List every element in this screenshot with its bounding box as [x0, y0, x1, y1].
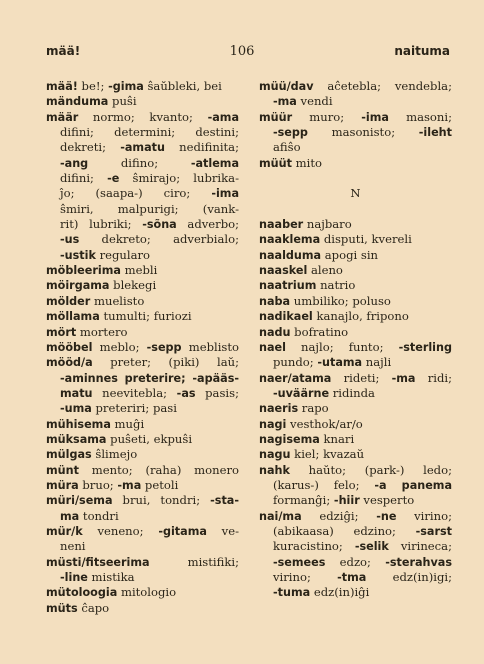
headword: nael: [259, 340, 286, 354]
definition-text: knari: [319, 431, 355, 446]
entry-line: [46, 202, 239, 217]
headword: -sterling: [398, 340, 452, 354]
headword: müü/dav: [259, 80, 314, 93]
definition-text: virino;: [273, 570, 338, 584]
definition-text: meblisto: [181, 339, 239, 354]
entry-line: [259, 447, 452, 462]
definition-text: ĉapo: [77, 600, 110, 615]
entry-line: [46, 447, 239, 462]
headword: mölder: [46, 294, 91, 308]
entry-line: [46, 570, 239, 585]
entry-line: [46, 371, 239, 386]
headword: -sarst: [415, 524, 452, 538]
headword: -sõna: [142, 218, 177, 232]
headword: -atlema: [190, 156, 239, 170]
definition-text: rit) lubriki;: [60, 217, 143, 232]
headword: ma: [60, 509, 80, 523]
definition-text: brui, tondri;: [112, 493, 211, 508]
entry-line: [259, 156, 452, 171]
definition-text: difini; determini; destini;: [60, 125, 239, 140]
headword: müri/sema: [46, 494, 113, 508]
entry-line: [259, 217, 452, 232]
definition-text: kanajlo, fripono: [312, 309, 409, 324]
definition-text: mortero: [76, 324, 128, 339]
headword: -sterahvas: [385, 555, 452, 569]
entry-line: [46, 463, 239, 478]
definition-text: kuracistino;: [273, 539, 355, 554]
entry-line: [259, 570, 452, 585]
headword: nagi: [259, 417, 287, 431]
headword: mühisema: [46, 417, 111, 431]
entry-line: [259, 478, 452, 493]
definition-text: muro;: [292, 109, 362, 124]
entry-line: [46, 585, 239, 600]
entry-line: [46, 263, 239, 278]
headword: naaskel: [259, 264, 308, 278]
definition-text: rideti;: [331, 370, 392, 385]
definition-text: haŭto; (park-) ledo;: [289, 462, 452, 477]
right-column: [259, 79, 452, 601]
definition-text: ŝmirajo; lubrika-: [119, 171, 239, 186]
headword: naba: [259, 294, 291, 308]
headword: möbleerima: [46, 264, 121, 278]
entry-line: [46, 294, 239, 309]
definition-text: najlo; funto;: [285, 339, 399, 354]
headword: -uma: [60, 402, 92, 416]
definition-text: neni: [60, 539, 86, 554]
headword: naeris: [259, 402, 299, 416]
entry-line: [259, 493, 452, 508]
definition-text: ŝaŭbleki, bei: [143, 79, 222, 93]
entry-line: [259, 555, 452, 570]
header-first-entry: mää!: [46, 44, 81, 58]
section-letter: N: [350, 186, 361, 201]
definition-text: disputi, kvereli: [320, 232, 412, 247]
header-last-entry: naituma: [394, 44, 450, 58]
definition-text: dekreto; adverbialo;: [79, 232, 239, 247]
entry-line: [259, 140, 452, 155]
definition-text: tondri: [79, 508, 119, 523]
headword: -ma: [391, 371, 416, 385]
definition-text: masoni;: [388, 109, 452, 124]
definition-text: virino;: [396, 508, 452, 523]
entry-line: [46, 539, 239, 554]
entry-line: [259, 463, 452, 478]
definition-text: formanĝi;: [273, 493, 334, 508]
definition-text: najli: [362, 355, 392, 370]
definition-text: bofratino: [290, 324, 349, 339]
definition-text: umbiliko; poluso: [290, 293, 391, 308]
headword: -selik: [354, 540, 389, 554]
headword: mütoloogia: [46, 586, 118, 600]
entry-line: [46, 232, 239, 247]
entry-line: [259, 278, 452, 293]
headword: naalduma: [259, 248, 322, 262]
headword: -e: [107, 172, 120, 186]
definition-text: afiŝo: [273, 140, 301, 155]
entry-line: [259, 110, 452, 125]
definition-text: neevitebla;: [92, 385, 177, 400]
definition-text: mebli: [120, 263, 158, 278]
spacer: [259, 171, 452, 186]
entry-line: [259, 401, 452, 416]
definition-text: normo; kvanto;: [78, 109, 208, 124]
entry-line: [46, 432, 239, 447]
headword: -amatu: [120, 141, 165, 155]
entry-line: [46, 94, 239, 109]
definition-text: preteriri; pasi: [91, 401, 177, 416]
definition-text: mento; (raha) monero: [78, 462, 239, 477]
entry-line: [259, 232, 452, 247]
spacer: [259, 202, 452, 217]
headword: mür/k: [46, 524, 83, 538]
headword: -ma: [117, 478, 142, 492]
entry-line: [259, 263, 452, 278]
entry-line: [46, 555, 239, 570]
definition-text: vesperto: [359, 493, 415, 508]
definition-text: ve-: [206, 523, 239, 538]
entry-line: [46, 493, 239, 508]
headword: -ama: [207, 110, 239, 124]
headword: -line: [60, 571, 88, 584]
definition-text: mito: [291, 155, 322, 170]
entry-line: [46, 125, 239, 140]
definition-text: petoli: [141, 477, 179, 492]
definition-text: preter; (piki) laŭ;: [92, 355, 239, 370]
entry-line: [259, 325, 452, 340]
definition-text: mistifiki;: [149, 554, 239, 569]
headword: matu: [60, 386, 93, 400]
headword: münt: [46, 463, 79, 477]
definition-text: dekreti;: [60, 140, 121, 155]
headword: -ustik: [60, 248, 96, 262]
definition-text: puŝi: [108, 94, 137, 109]
definition-text: nedifinita;: [164, 140, 239, 155]
definition-text: (abikaasa) edzino;: [273, 523, 416, 538]
headword: naer/atama: [259, 371, 332, 385]
entry-line: [46, 278, 239, 293]
headword: müts: [46, 601, 78, 615]
definition-text: vesthok/ar/o: [286, 416, 363, 431]
entry-line: [259, 509, 452, 524]
headword: nadu: [259, 325, 291, 339]
definition-text: apogi sin: [321, 247, 379, 262]
definition-text: pundo;: [273, 355, 318, 370]
entry-line: [259, 355, 452, 370]
headword: naaklema: [259, 233, 321, 247]
definition-text: puŝeti, ekpuŝi: [106, 431, 193, 446]
page-header: [0, 44, 484, 62]
entry-line: [259, 585, 452, 600]
entry-line: [259, 386, 452, 401]
headword: nagu: [259, 448, 291, 462]
headword: müsti/fitseerima: [46, 555, 150, 569]
headword: -tuma: [273, 586, 311, 600]
definition-text: be!;: [77, 79, 109, 93]
headword: nai/ma: [259, 509, 302, 523]
page-number: 106: [229, 44, 255, 59]
headword: möllama: [46, 310, 100, 324]
definition-text: ŝmiri, malpurigi; (vank-: [60, 201, 239, 216]
definition-text: aĉetebla; vendebla;: [313, 79, 452, 93]
headword: -sepp: [146, 340, 182, 354]
definition-text: ridinda: [329, 385, 375, 400]
entry-line: [259, 340, 452, 355]
definition-text: difino;: [88, 155, 191, 170]
definition-text: ĵo; (saapa-) ciro;: [60, 186, 212, 201]
entry-line: [46, 217, 239, 232]
entry-line: [259, 94, 452, 109]
left-column: [46, 79, 239, 616]
entry-line: [46, 309, 239, 324]
headword: mööbel: [46, 340, 93, 354]
headword: mää!: [46, 80, 78, 93]
entry-line: [46, 171, 239, 186]
definition-text: mistika: [87, 570, 135, 584]
entry-line: [46, 340, 239, 355]
definition-text: regularo: [95, 247, 151, 262]
entry-line: [46, 355, 239, 370]
entry-line: [46, 509, 239, 524]
definition-text: masonisto;: [307, 125, 419, 140]
definition-text: adverbo;: [176, 217, 239, 232]
headword: -sepp: [273, 126, 308, 140]
headword: -sta-: [210, 494, 239, 508]
headword: -aminnes preterire; -apääs-: [60, 371, 239, 385]
definition-text: (karus-) felo;: [273, 477, 375, 492]
definition-text: edz(in)iĝi: [310, 585, 370, 600]
entry-line: [46, 156, 239, 171]
entry-line: [46, 325, 239, 340]
headword: -ileht: [418, 126, 452, 140]
headword: -gitama: [158, 524, 207, 538]
entry-line: [259, 432, 452, 447]
definition-text: edzo;: [325, 554, 386, 569]
entry-line: [46, 401, 239, 416]
definition-text: aleno: [307, 263, 343, 278]
entry-line: [259, 248, 452, 263]
definition-text: mitologio: [117, 585, 177, 600]
entry-line: [46, 524, 239, 539]
headword: nagisema: [259, 432, 320, 446]
headword: -as: [176, 386, 196, 400]
headword: -ima: [361, 110, 389, 124]
headword: möirgama: [46, 279, 110, 293]
definition-text: rapo: [298, 401, 329, 416]
headword: nahk: [259, 463, 290, 477]
headword: -utama: [317, 356, 363, 370]
entry-line: [46, 110, 239, 125]
headword: -hiir: [333, 494, 360, 508]
headword: mänduma: [46, 95, 109, 109]
entry-line: [46, 79, 239, 94]
definition-text: natrio: [316, 278, 356, 293]
headword: määr: [46, 110, 79, 124]
entry-line: [46, 478, 239, 493]
definition-text: virineca;: [388, 539, 452, 554]
headword: -ma: [273, 95, 297, 109]
entry-line: [259, 309, 452, 324]
definition-text: difini;: [60, 171, 108, 186]
definition-text: muelisto: [90, 293, 145, 308]
headword: -gima: [108, 80, 144, 93]
definition-text: meblo;: [92, 339, 147, 354]
headword: -uväärne: [273, 386, 330, 400]
headword: naaber: [259, 218, 304, 232]
definition-text: blekegi: [109, 278, 157, 293]
headword: müür: [259, 110, 293, 124]
definition-text: muĝi: [110, 416, 145, 431]
definition-text: bruo;: [78, 477, 118, 492]
entry-line: [259, 539, 452, 554]
headword: -us: [60, 233, 80, 247]
headword: -semees: [273, 555, 326, 569]
entry-line: [46, 140, 239, 155]
headword: -ima: [211, 187, 239, 201]
definition-text: edz(in)igi;: [366, 570, 452, 584]
entry-line: [259, 371, 452, 386]
entry-line: [259, 294, 452, 309]
entry-line: [46, 186, 239, 201]
definition-text: tumulti; furiozi: [99, 309, 192, 324]
headword: -ang: [60, 156, 89, 170]
definition-text: edziĝi;: [301, 508, 377, 523]
definition-text: kiel; kvazaŭ: [290, 447, 365, 462]
headword: -a panema: [374, 478, 452, 492]
definition-text: ridi;: [415, 370, 452, 385]
entry-line: [46, 386, 239, 401]
entry-line: [259, 79, 452, 94]
headword: mülgas: [46, 448, 92, 462]
entry-line: [46, 417, 239, 432]
headword: -ne: [376, 509, 397, 523]
headword: mört: [46, 325, 77, 339]
entry-line: [259, 417, 452, 432]
definition-text: ŝlimejo: [91, 447, 138, 462]
entry-line: [46, 248, 239, 263]
entry-line: [259, 125, 452, 140]
headword: mööd/a: [46, 356, 93, 370]
headword: nadikael: [259, 310, 313, 324]
definition-text: najbaro: [303, 217, 352, 232]
headword: müüt: [259, 156, 292, 170]
headword: müksama: [46, 432, 107, 446]
headword: -tma: [337, 571, 367, 584]
entry-line: [46, 601, 239, 616]
entry-line: [259, 524, 452, 539]
headword: müra: [46, 478, 79, 492]
definition-text: pasis;: [195, 385, 239, 400]
headword: naatrium: [259, 279, 317, 293]
definition-text: vendi: [296, 94, 333, 109]
definition-text: veneno;: [82, 523, 159, 538]
